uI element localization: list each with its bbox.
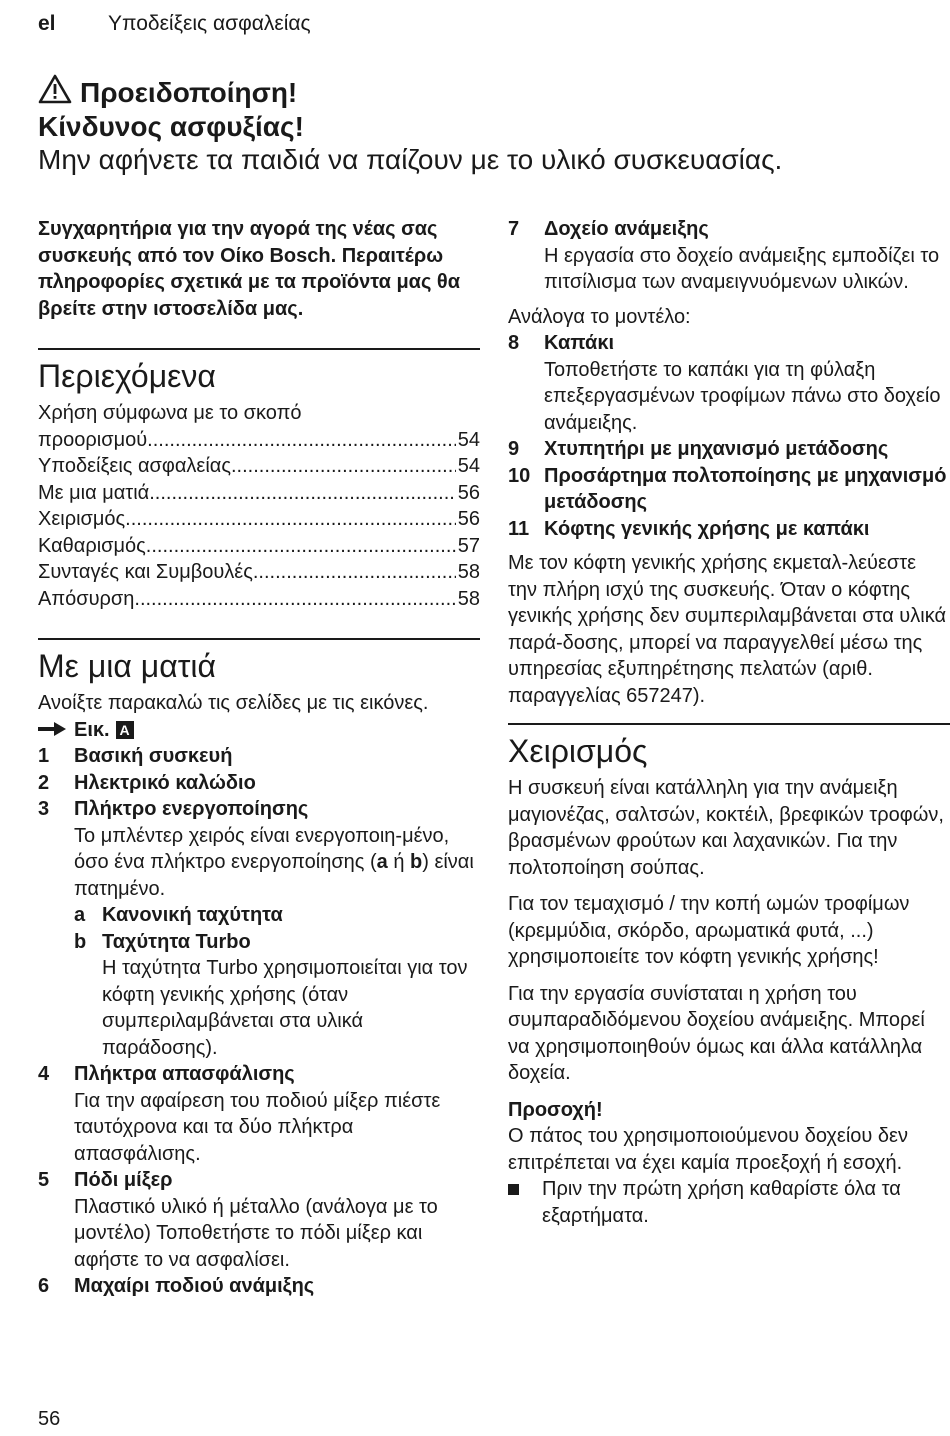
list-item: 7 Δοχείο ανάμειξης Η εργασία στο δοχείο ανάμειξης εμποδίζει το πιτσίλισμα των αναμειγνυόμενων υλικών. bbox=[508, 218, 940, 293]
list-item: 9 Χτυπητήρι με μηχανισμό μετάδοσης bbox=[508, 438, 889, 460]
warning-title: Προειδοποίηση! bbox=[80, 77, 298, 108]
list-item: 6 Μαχαίρι ποδιού ανάμιξης bbox=[38, 1275, 315, 1297]
toc-row bbox=[38, 559, 480, 586]
arrow-right-icon bbox=[38, 717, 66, 744]
toc-leader bbox=[147, 427, 456, 454]
list-item: 8 Καπάκι Τοποθετήστε το καπάκι για τη φύλαξη επεξεργασμένων τροφίμων πάνω στο δοχείο ανάμειξης. bbox=[508, 332, 941, 434]
warning-block bbox=[38, 74, 918, 177]
warning-triangle-icon bbox=[38, 74, 72, 111]
toc-leader bbox=[134, 586, 455, 613]
operation-paragraph: Για την εργασία συνίσταται η χρήση του συμπαραδιδόμενου δοχείου ανάμειξης. Μπορεί να χρησιμοποιηθούν όμως και άλλα κατάλληλα δοχεία. bbox=[508, 982, 925, 1084]
toc-leader bbox=[146, 533, 456, 560]
model-note: Ανάλογα το μοντέλο: bbox=[508, 305, 691, 328]
toc-page: 56 bbox=[457, 481, 480, 504]
caution-text: Ο πάτος του χρησιμοποιούμενου δοχείου δεν επιτρέπεται να έχει καμία προεξοχή ή εσοχή. bbox=[508, 1125, 908, 1174]
toc-page: 56 bbox=[457, 508, 480, 530]
toc-label: προορισμού bbox=[38, 428, 148, 451]
square-bullet-icon bbox=[508, 1176, 542, 1229]
left-column bbox=[38, 216, 480, 1300]
list-item: 3 Πλήκτρο ενεργοποίησης Το μπλέντερ χειρός είναι ενεργοποιη-μένο, όσο ένα πλήκτρο ενεργοποίησης (a ή b) είναι πατημένο. a Κανονική ταχύτητα b Ταχύτητα Turbo Η ταχύτητα Turbo χρησιμοποιείται για τον κόφτη γενικής χρήσης (όταν συμπεριλαμβάνεται στα υλικά παράδοσης). bbox=[38, 796, 480, 1061]
list-item: 11 Κόφτης γενικής χρήσης με καπάκι bbox=[508, 517, 870, 540]
warning-subtitle: Κίνδυνος ασφυξίας! bbox=[38, 111, 304, 142]
operation-title: Χειρισμός bbox=[508, 733, 648, 769]
toc-row bbox=[38, 506, 480, 533]
page-header bbox=[38, 12, 311, 36]
divider bbox=[38, 638, 480, 640]
toc-page: 58 bbox=[457, 587, 480, 610]
figure-reference: Εικ. A bbox=[38, 717, 480, 744]
intro-text: Συγχαρητήρια για την αγορά της νέας σας συσκευής από τον Οίκο Bosch. Περαιτέρω πληροφορίες σχετικά με τα προϊόντα μας θα βρείτε στην ιστοσελίδα μας. bbox=[38, 218, 461, 320]
toc-row bbox=[38, 480, 480, 507]
toc-label: Υποδείξεις ασφαλείας bbox=[38, 455, 231, 477]
list-item: 10 Προσάρτημα πολτοποίησης με μηχανισμό μετάδοσης bbox=[508, 464, 947, 513]
chopper-note: Με τον κόφτη γενικής χρήσης εκμεταλ-λεύεστε την πλήρη ισχύ της συσκευής. Όταν ο κόφτης γενικής χρήσης δεν συμπεριλαμβάνεται στα υλικά παρά-δοσης, μπορεί να παραγγελθεί μέσω της υπηρεσίας εξυπηρέτησης πελατών (αριθ. παραγγελίας 657247). bbox=[508, 552, 947, 707]
toc-leader bbox=[231, 453, 456, 480]
toc-label: Με μια ματιά bbox=[38, 481, 150, 504]
language-code: el bbox=[38, 12, 56, 35]
sub-item: b Ταχύτητα Turbo Η ταχύτητα Turbo χρησιμοποιείται για τον κόφτη γενικής χρήσης (όταν συμπεριλαμβάνεται στα υλικά παράδοσης). bbox=[74, 930, 468, 1059]
toc-page: 54 bbox=[457, 455, 480, 477]
toc-page: 58 bbox=[457, 561, 480, 583]
overview-title: Με μια ματιά bbox=[38, 648, 216, 684]
toc-page: 54 bbox=[457, 428, 480, 451]
toc-row bbox=[38, 427, 480, 454]
divider bbox=[38, 348, 480, 350]
operation-paragraph: Για τον τεμαχισμό / την κοπή ωμών τροφίμων (κρεμμύδια, σκόρδο, αρωματικά φυτά, ...) χρησιμοποιείτε τον κόφτη γενικής χρήσης! bbox=[508, 893, 910, 968]
toc-leader bbox=[125, 506, 456, 533]
bullet-item: Πριν την πρώτη χρήση καθαρίστε όλα τα εξαρτήματα. bbox=[508, 1176, 950, 1229]
item-description: Το μπλέντερ χειρός είναι ενεργοποιη-μένο, όσο ένα πλήκτρο ενεργοποίησης (a ή b) είναι πατημένο. bbox=[74, 824, 474, 900]
warning-text: Μην αφήνετε τα παιδιά να παίζουν με το υλικό συσκευασίας. bbox=[38, 144, 783, 175]
toc-title: Περιεχόμενα bbox=[38, 358, 216, 394]
toc-list bbox=[38, 427, 480, 613]
caution-title: Προσοχή! bbox=[508, 1098, 603, 1121]
toc-leader bbox=[149, 480, 456, 507]
right-column bbox=[508, 216, 950, 1229]
overview-text: Ανοίξτε παρακαλώ τις σελίδες με τις εικόνες. bbox=[38, 692, 429, 714]
page-number: 56 bbox=[38, 1408, 61, 1430]
list-item: 4 Πλήκτρα απασφάλισης Για την αφαίρεση του ποδιού μίξερ πιέστε ταυτόχρονα και τα δύο πλήκτρα απασφάλισης. bbox=[38, 1063, 441, 1165]
list-item: 2 Ηλεκτρικό καλώδιο bbox=[38, 771, 256, 794]
toc-page: 57 bbox=[457, 534, 480, 557]
toc-label: Χειρισμός bbox=[38, 508, 126, 530]
toc-leader bbox=[253, 559, 456, 586]
divider bbox=[508, 723, 950, 725]
toc-row bbox=[38, 453, 480, 480]
toc-first-line: Χρήση σύμφωνα με το σκοπό bbox=[38, 402, 302, 424]
toc-label: Απόσυρση bbox=[38, 587, 135, 610]
toc-label: Καθαρισμός bbox=[38, 534, 146, 557]
figure-letter-badge: A bbox=[116, 721, 134, 739]
operation-paragraph: Η συσκευή είναι κατάλληλη για την ανάμειξη μαγιονέζας, σαλτσών, κοκτέιλ, βρεφικών τροφών, βρασμένων φρούτων και λαχανικών. Για την πολτοποίηση σούπας. bbox=[508, 777, 944, 879]
section-name: Υποδείξεις ασφαλείας bbox=[108, 12, 311, 35]
toc-label: Συνταγές και Συμβουλές bbox=[38, 561, 253, 583]
toc-row bbox=[38, 533, 480, 560]
sub-item: a Κανονική ταχύτητα bbox=[74, 904, 283, 926]
list-item: 1 Βασική συσκευή bbox=[38, 745, 233, 767]
list-item: 5 Πόδι μίξερ Πλαστικό υλικό ή μέταλλο (ανάλογα με το μοντέλο) Τοποθετήστε το πόδι μίξερ και αφήστε το να ασφαλίσει. bbox=[38, 1169, 438, 1271]
toc-row bbox=[38, 586, 480, 613]
